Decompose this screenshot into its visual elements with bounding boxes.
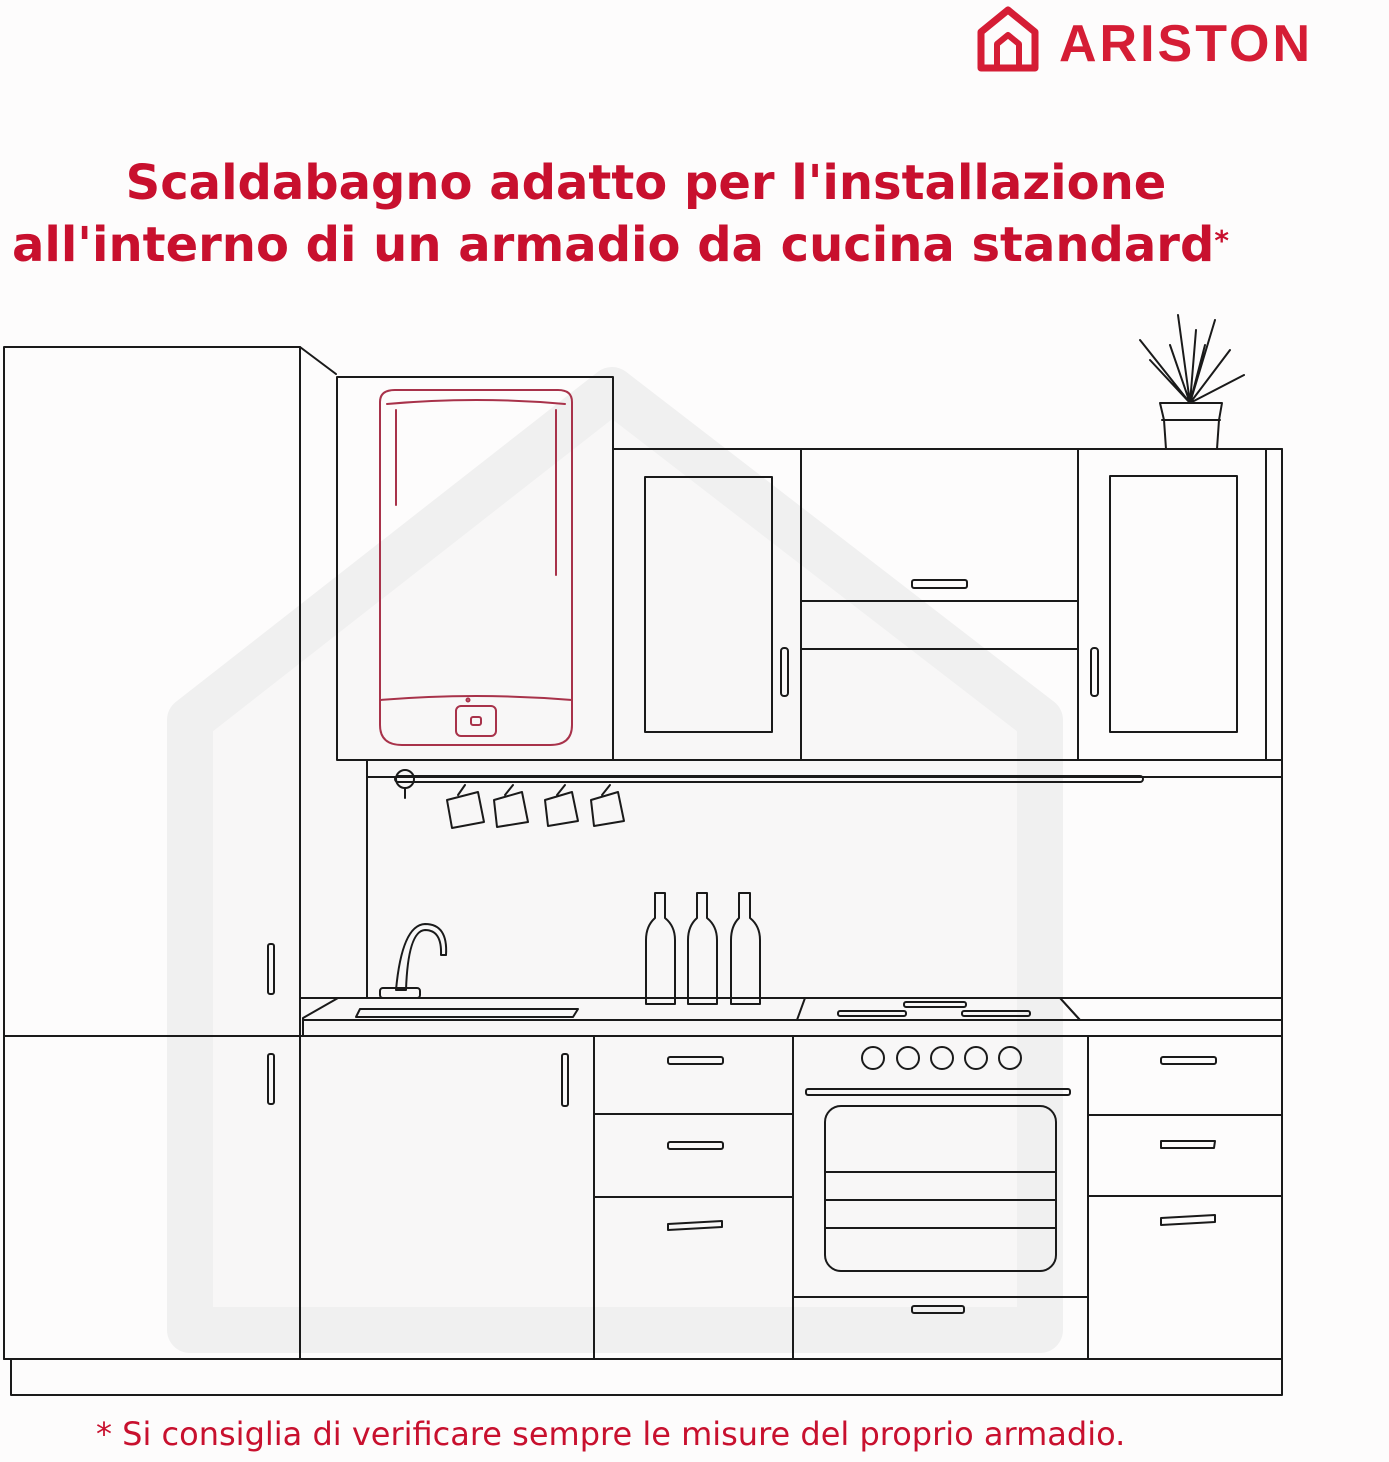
potted-plant: [1140, 315, 1244, 449]
brand-logo: [975, 4, 1385, 76]
watermark-house-icon: [190, 390, 1040, 1330]
headline-asterisk: *: [1214, 224, 1229, 257]
brand-name: ARISTON: [1059, 15, 1314, 73]
headline-line-2: [0, 214, 1389, 276]
plinth: [4, 1359, 1282, 1395]
headline: [0, 152, 1389, 276]
upper-cabinet-glass-right: [1078, 449, 1282, 1036]
headline-line-1: Scaldabagno adatto per l'installazione: [125, 155, 1167, 211]
headline-line-2-text: all'interno di un armadio da cucina standard: [12, 217, 1215, 273]
footnote: * Si consiglia di verificare sempre le misure del proprio armadio.: [96, 1415, 1126, 1453]
house-icon: [975, 4, 1045, 76]
kitchen-illustration: [0, 300, 1389, 1410]
